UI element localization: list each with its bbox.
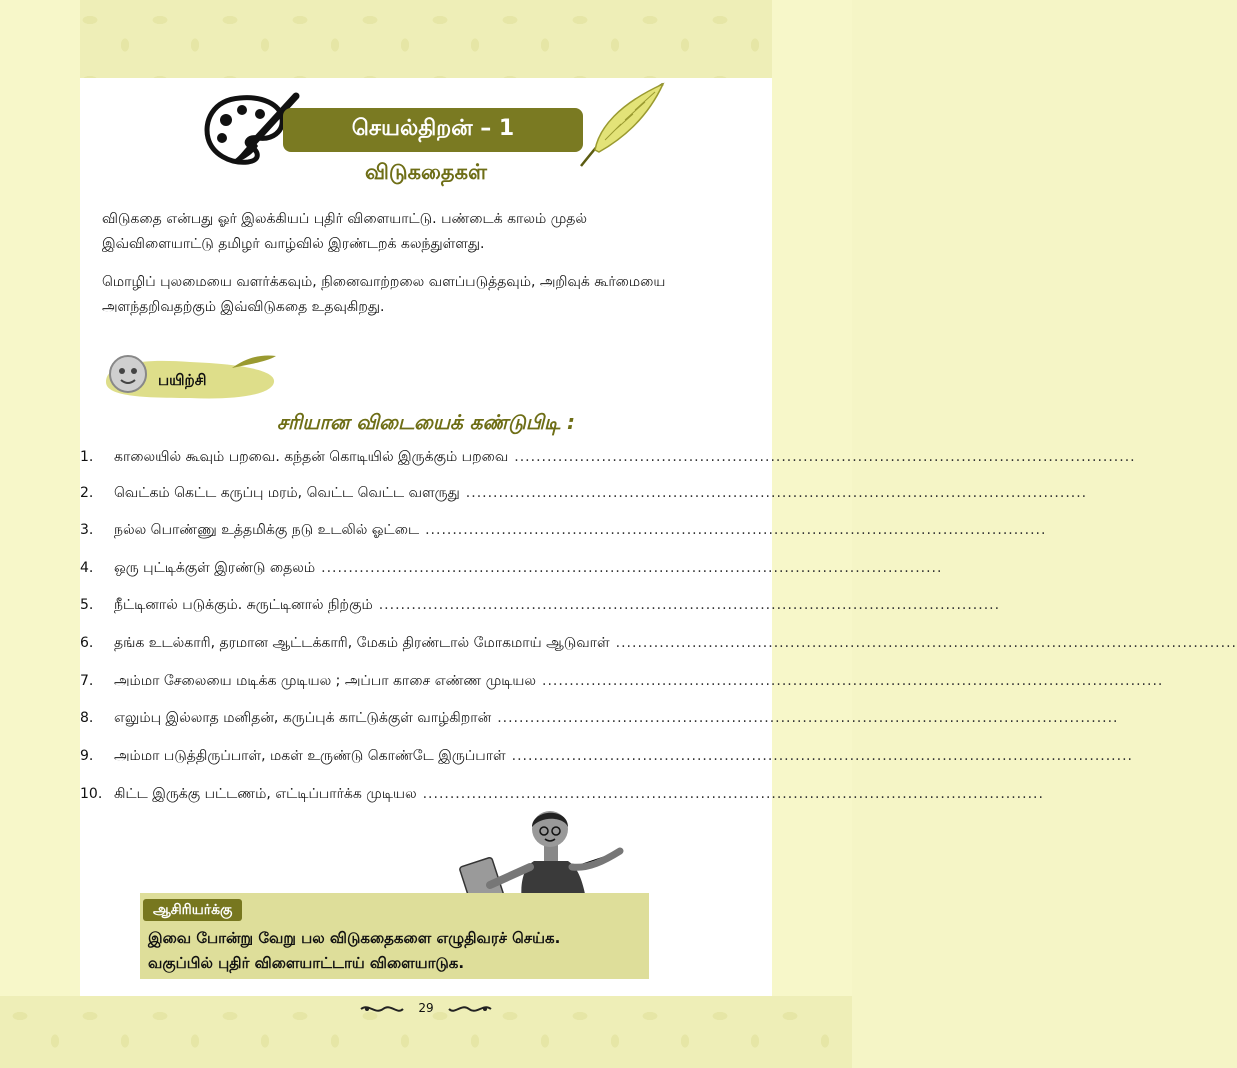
answer-blank[interactable]: .................................................................................................................. [422, 786, 1044, 802]
answer-blank[interactable]: .................................................................................................................. [511, 748, 1133, 764]
riddle-item [80, 522, 1047, 540]
riddle-number: 4. [80, 560, 94, 576]
riddle-text: அம்மா சேலையை மடிக்க முடியல ; அப்பா காசை எண்ண முடியல [114, 673, 537, 689]
riddle-text: நீட்டினால் படுக்கும். சுருட்டினால் நிற்கும் [114, 597, 373, 613]
riddle-number: 3. [80, 522, 94, 538]
riddle-number: 6. [80, 635, 94, 651]
answer-blank[interactable]: .................................................................................................................. [514, 449, 1136, 465]
activity-title-banner [283, 108, 583, 152]
riddle-item [80, 449, 1136, 467]
riddle-text: ஒரு புட்டிக்குள் இரண்டு தைலம் [114, 560, 316, 576]
riddle-number: 2. [80, 485, 94, 501]
riddle-item [80, 748, 1133, 766]
practice-label: பயிற்சி [158, 371, 207, 389]
riddle-number: 10. [80, 786, 103, 802]
riddle-number: 7. [80, 673, 94, 689]
right-ornament-icon [447, 1003, 493, 1015]
section-subtitle: விடுகதைகள் [364, 160, 487, 184]
riddle-text: அம்மா படுத்திருப்பாள், மகள் உருண்டு கொண்டே இருப்பாள் [114, 748, 506, 764]
riddle-text: வெட்கம் கெட்ட கருப்பு மரம், வெட்ட வெட்ட வளருது [114, 485, 460, 501]
riddle-item [80, 786, 1044, 804]
page-footer [0, 1001, 852, 1015]
riddle-item [80, 560, 943, 578]
answer-blank[interactable]: .................................................................................................................. [497, 710, 1119, 726]
activity-title: செயல்திறன் – 1 [351, 116, 515, 141]
answer-blank[interactable]: .................................................................................................................. [465, 485, 1088, 501]
riddle-number: 1. [80, 449, 94, 465]
teacher-note-label: ஆசிரியர்க்கு [143, 899, 242, 921]
riddle-item [80, 635, 1237, 653]
riddle-item [80, 485, 1088, 503]
answer-blank[interactable]: .................................................................................................................. [378, 597, 1001, 613]
riddle-text: காலையில் கூவும் பறவை. கந்தன் கொடியில் இருக்கும் பறவை [114, 449, 509, 465]
riddle-number: 9. [80, 748, 94, 764]
answer-blank[interactable]: .................................................................................................................. [321, 560, 943, 576]
teacher-note-text [148, 926, 643, 976]
left-ornament-icon [359, 1003, 405, 1015]
answer-blank[interactable]: .................................................................................................................. [615, 635, 1237, 651]
riddle-item [80, 597, 1001, 615]
top-decorative-border [0, 0, 852, 78]
riddle-number: 8. [80, 710, 94, 726]
exercise-heading: சரியான விடையைக் கண்டுபிடி : [276, 410, 576, 434]
riddle-item [80, 673, 1164, 691]
riddle-text: தங்க உடல்காரி, தரமான ஆட்டக்காரி, மேகம் திரண்டால் மோகமாய் ஆடுவாள் [114, 635, 610, 651]
teacher-note-line-1: இவை போன்று வேறு பல விடுகதைகளை எழுதிவரச் செய்க. [148, 929, 561, 947]
answer-blank[interactable]: .................................................................................................................. [542, 673, 1164, 689]
intro-paragraph-2: மொழிப் புலமையை வளர்க்கவும், நினைவாற்றலை வளப்படுத்தவும், அறிவுக் கூர்மையை அளந்தறிவதற்கும் இவ்விடுகதை உதவுகிறது. [102, 274, 666, 315]
teacher-note-line-2: வகுப்பில் புதிர் விளையாட்டாய் விளையாடுக. [148, 954, 465, 972]
feather-icon [575, 80, 667, 170]
riddle-text: கிட்ட இருக்கு பட்டணம், எட்டிப்பார்க்க முடியல [114, 786, 417, 802]
intro-paragraph-1: விடுகதை என்பது ஓர் இலக்கியப் புதிர் விளையாட்டு. பண்டைக் காலம் முதல் இவ்விளையாட்டு தமிழர் வாழ்வில் இரண்டறக் கலந்துள்ளது. [102, 211, 587, 252]
riddle-text: நல்ல பொண்ணு உத்தமிக்கு நடு உடலில் ஓட்டை [114, 522, 420, 538]
riddle-item [80, 710, 1119, 728]
riddle-text: எலும்பு இல்லாத மனிதன், கருப்புக் காட்டுக்குள் வாழ்கிறான் [114, 710, 492, 726]
page-number: 29 [418, 1001, 434, 1015]
answer-blank[interactable]: .................................................................................................................. [425, 522, 1047, 538]
riddle-number: 5. [80, 597, 94, 613]
